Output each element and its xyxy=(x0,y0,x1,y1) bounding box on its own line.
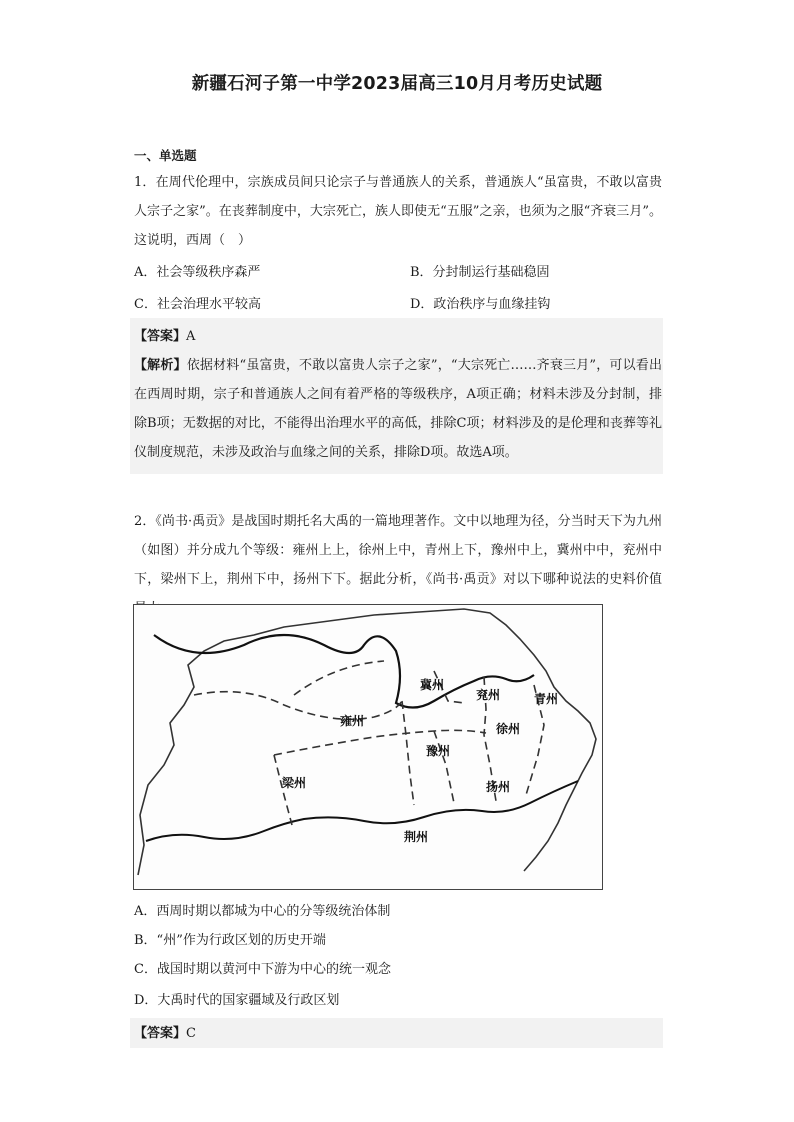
map-label-yanzhou: 兖州 xyxy=(476,688,501,702)
question-1-stem: 1．在周代伦理中，宗族成员间只论宗子与普通族人的关系，普通族人“虽富贵，不敢以富贵人宗子之家”。在丧葬制度中，大宗死亡，族人即使无“五服”之亲，也须为之服“齐衰三月”。这说明，西周（ ） xyxy=(134,175,662,248)
question-1-option-b: B．分封制运行基础稳固 xyxy=(410,265,550,280)
coastline xyxy=(138,609,596,875)
answer-1 xyxy=(134,322,195,351)
answer-2-tag: 【答案】 xyxy=(134,1026,187,1041)
map-label-yuzhou: 豫州 xyxy=(426,744,451,758)
answer-2 xyxy=(134,1019,196,1048)
question-2-option-c: C．战国时期以黄河中下游为中心的统一观念 xyxy=(134,962,391,977)
explanation-1-tag: 【解析】 xyxy=(134,358,187,373)
explanation-1-text: 依据材料“虽富贵，不敢以富贵人宗子之家”，“大宗死亡……齐衰三月”，可以看出在西周时期，宗子和普通族人之间有着严格的等级秩序，A项正确；材料未涉及分封制，排除B项；无数据的对比，不能得出治理水平的高低，排除C项；材料涉及的是伦理和丧葬等礼仪制度规范，未涉及政治与血缘之间的关系，排除D项。故选A项。 xyxy=(134,358,662,460)
answer-1-tag: 【答案】 xyxy=(134,329,187,344)
question-1-option-d: D．政治秩序与血缘挂钩 xyxy=(410,297,551,312)
section-heading: 一、单选题 xyxy=(134,148,197,163)
map-drawing xyxy=(134,605,602,889)
map-label-qingzhou: 青州 xyxy=(534,692,559,706)
question-2-option-d: D．大禹时代的国家疆域及行政区划 xyxy=(134,993,340,1008)
question-2-option-a: A．西周时期以都城为中心的分等级统治体制 xyxy=(134,904,391,919)
map-label-jingzhou: 荆州 xyxy=(404,830,429,844)
map-label-yongzhou: 雍州 xyxy=(340,714,365,728)
province-boundaries xyxy=(194,661,544,825)
answer-2-value: C xyxy=(186,1026,196,1041)
question-1-option-a: A．社会等级秩序森严 xyxy=(134,265,261,280)
explanation-1 xyxy=(134,351,662,467)
map-label-yangzhou: 扬州 xyxy=(486,780,511,794)
question-1-option-c: C．社会治理水平较高 xyxy=(134,297,261,312)
nine-provinces-map xyxy=(133,604,603,890)
page-title: 新疆石河子第一中学2023届高三10月月考历史试题 xyxy=(191,74,603,94)
map-label-liangzhou: 梁州 xyxy=(282,776,307,790)
question-1-options-row-1 xyxy=(134,258,662,287)
answer-2-box xyxy=(130,1018,663,1048)
question-2-option-b: B．“州”作为行政区划的历史开端 xyxy=(134,933,326,948)
question-1-options-row-2 xyxy=(134,290,662,319)
map-label-xuzhou: 徐州 xyxy=(496,722,521,736)
answer-1-value: A xyxy=(186,329,196,344)
yangtze-river xyxy=(146,781,578,841)
map-label-jizhou: 冀州 xyxy=(420,678,445,692)
question-2-stem: 2．《尚书·禹贡》是战国时期托名大禹的一篇地理著作。文中以地理为径，分当时天下为九州（如图）并分成九个等级：雍州上上，徐州上中，青州上下，豫州中上，冀州中中，兖州中下，梁州下上，荆州下中，扬州下下。据此分析，《尚书·禹贡》对以下哪种说法的史料价值 xyxy=(134,514,662,587)
